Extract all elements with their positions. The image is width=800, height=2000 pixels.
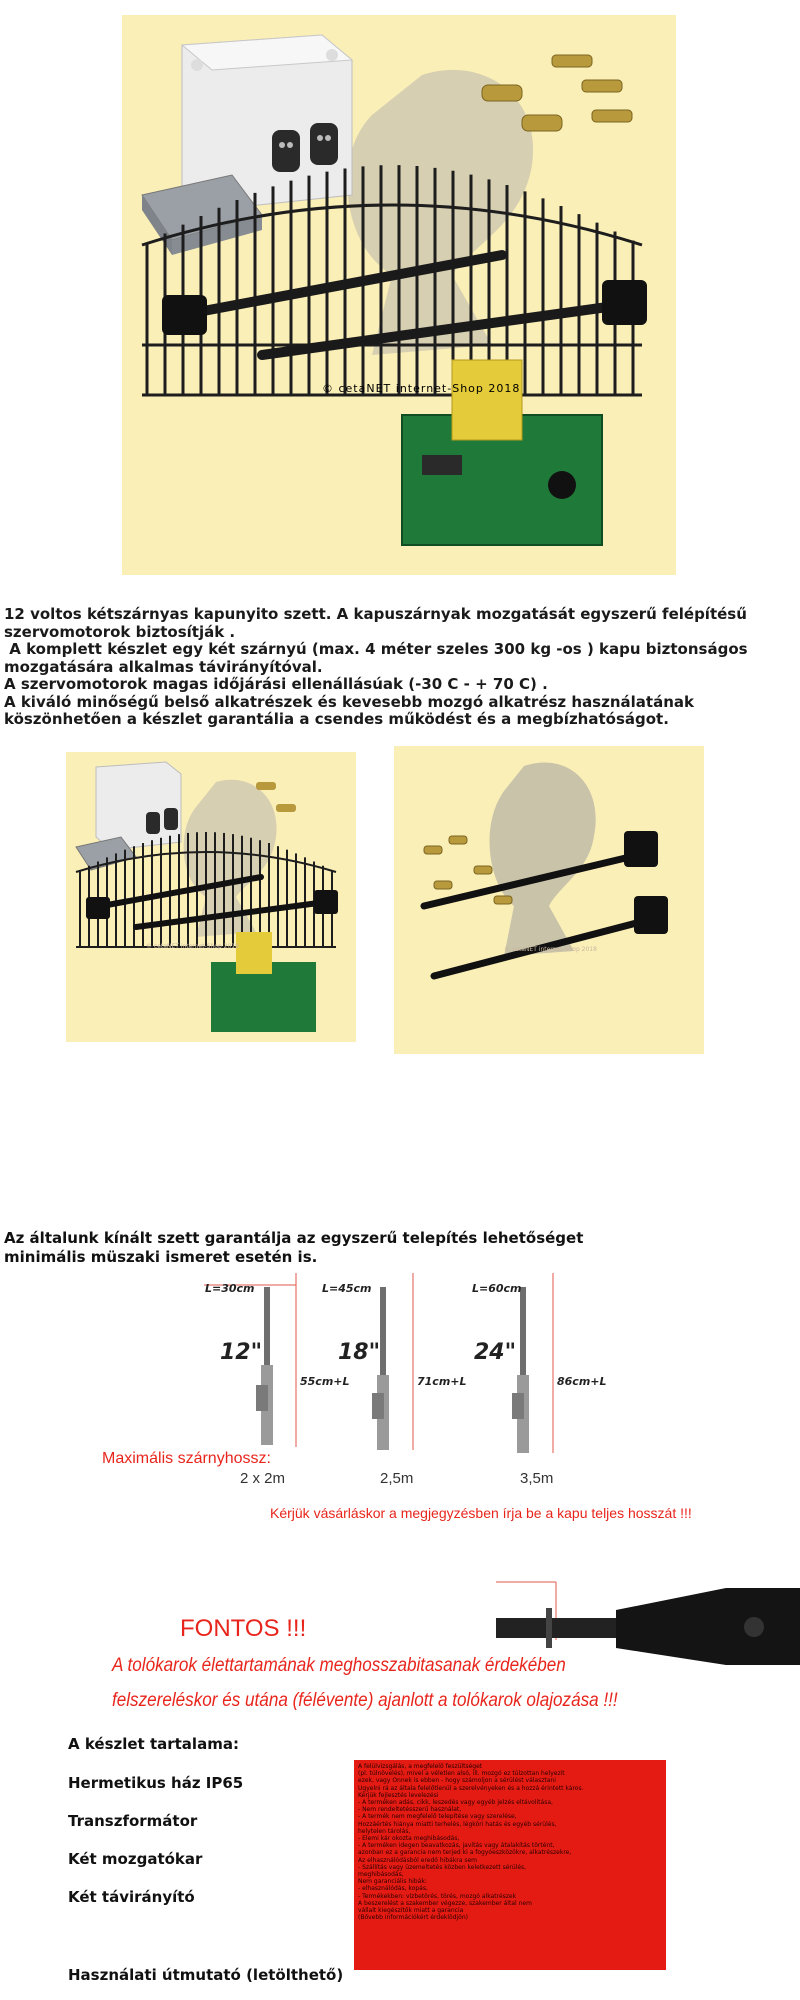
kit-contents-title: A készlet tartalama: [68, 1735, 239, 1753]
thumbnail-full-kit-illustration [66, 752, 356, 1042]
length-label-12: 55cm+L [300, 1375, 350, 1388]
stroke-label-12: L=30cm [205, 1282, 255, 1295]
important-title: FONTOS !!! [180, 1615, 307, 1642]
warranty-line: (pl. túlnövelés), mivel a véletlen alsó, ill. mozgó ez túlzottan helyezit [358, 1770, 565, 1778]
warranty-line: Kérjük fejlesztés levelezési [358, 1791, 439, 1799]
oiling-note-line2: felszereléskor és utána (félévente) ajanlott a tolókarok olajozása !!! [112, 1690, 618, 1711]
kit-item-box: Hermetikus ház IP65 [68, 1774, 244, 1792]
hero-product-image [122, 15, 678, 575]
gate-length-request: Kérjük vásárláskor a megjegyzésben írja be a kapu teljes hosszát !!! [270, 1505, 692, 1521]
warranty-line: Nem garanciális hibák: [358, 1878, 427, 1886]
warranty-line: - Elemi kár okozta meghibásodás, [358, 1835, 460, 1843]
leaf-length-18: 2,5m [380, 1470, 414, 1487]
warranty-line: Ügyelni rá az általa felelőtlenül a szerelvényeken és a hozzá érintett káros. [358, 1784, 584, 1792]
description-paragraph: 12 voltos kétszárnyas kapunyito szett. A kapuszárnyak mozgatását egyszerű felépítésű szervomotorok biztosítják . [4, 605, 747, 641]
warranty-line: A felülvizsgálás, a megfelelő feszültséget [358, 1763, 483, 1770]
description-paragraph: A komplett készlet egy két szárnyú (max. 4 méter szeles 300 kg -os ) kapu biztonságos mozgatására alkalmas távirányítóval. [4, 640, 753, 676]
leaf-length-12: 2 x 2m [240, 1470, 286, 1487]
warranty-line: meghibásodás, [358, 1871, 404, 1879]
warranty-line: - Nem rendeltetésszerű használat, [358, 1806, 462, 1814]
size-label-24: 24" [474, 1340, 517, 1365]
max-leaf-length-label: Maximális szárnyhossz: [102, 1450, 271, 1467]
warranty-line: - A terméken adás, cikk, leszedés vagy egyéb jelzés eltávolítása, [358, 1799, 553, 1807]
size-label-12: 12" [220, 1340, 263, 1365]
thumbnail-right-copyright: © cetaNET internet-Shop 2018 [504, 946, 597, 953]
warranty-line: Hozzáértés hiánya miatti terhelés, légköri hatás és egyéb sérülés, [358, 1820, 557, 1828]
gate-kit-illustration [122, 15, 676, 575]
installation-line: minimális müszaki ismeret esetén is. [4, 1248, 318, 1266]
actuator-24-inch [512, 1273, 553, 1453]
warranty-box [354, 1760, 666, 1970]
warranty-line: - elhasználódás, kopás, [358, 1885, 428, 1893]
thumbnail-actuators[interactable] [394, 746, 704, 1054]
warranty-line: - A termék nem megfelelő telepítése vagy szerelése, [358, 1813, 517, 1821]
warranty-line: helytelen tárolás, [358, 1827, 411, 1835]
kit-item-transformer: Transzformátor [68, 1812, 198, 1830]
leaf-length-24: 3,5m [520, 1470, 554, 1487]
warranty-line: azonban ez a garancia nem terjed ki a fogyóeszközökre, alkatrészekre, [358, 1849, 572, 1857]
description-paragraph: A kiváló minőségű belső alkatrészek és kevesebb mozgó alkatrész használatának köszönhetően a készlet garantália a csendes működést és a megbízhatóságot. [4, 692, 694, 728]
kit-item-manual: Használati útmutató (letölthető) [68, 1966, 344, 1984]
warranty-line: - Szállítás vagy üzemeltetés közben keletkezett sérülés, [358, 1863, 527, 1871]
stroke-label-18: L=45cm [322, 1282, 372, 1295]
warranty-line: A beszerelést a szakember végezze, szakember által nem [358, 1899, 532, 1907]
length-label-18: 71cm+L [417, 1375, 467, 1388]
thumbnail-left-copyright: © cetaNET internet-Shop 2018 [146, 943, 239, 950]
installation-line: Az általunk kínált szett garantálja az egyszerű telepítés lehetőséget [4, 1229, 584, 1247]
warranty-line: - A terméken idegen beavatkozás, javítás vagy átalakítás történt, [358, 1842, 555, 1850]
warranty-line: ezek, vagy Önnek is ebben - hogy számoljon a sérülést választani [358, 1777, 556, 1785]
length-label-24: 86cm+L [557, 1375, 607, 1388]
hero-copyright: © cetaNET internet-Shop 2018 [322, 382, 521, 395]
thumbnail-full-kit[interactable] [66, 752, 356, 1042]
installation-note [4, 1229, 704, 1267]
thumbnail-actuators-illustration [394, 746, 704, 1054]
warranty-line: vállalt kiegészítők miatt a garancia [358, 1907, 464, 1915]
stroke-label-24: L=60cm [472, 1282, 522, 1295]
size-label-18: 18" [338, 1340, 381, 1365]
kit-item-remotes: Két távirányító [68, 1888, 195, 1906]
warranty-line: - Termékekben: vízbetörés, törés, mozgó alkatrészek [358, 1892, 517, 1900]
warranty-line: (Bővebb információkért érdeklődjön) [358, 1914, 469, 1922]
oiling-note-line1: A tolókarok élettartamának meghosszabitasanak érdekében [112, 1655, 566, 1676]
description-paragraph: A szervomotorok magas időjárási ellenállásúak (-30 C - + 70 C) . [4, 675, 548, 693]
product-description [4, 606, 794, 729]
kit-item-arms: Két mozgatókar [68, 1850, 203, 1868]
warranty-line: Az elhasználódásból eredő hibákra sem [358, 1856, 478, 1864]
